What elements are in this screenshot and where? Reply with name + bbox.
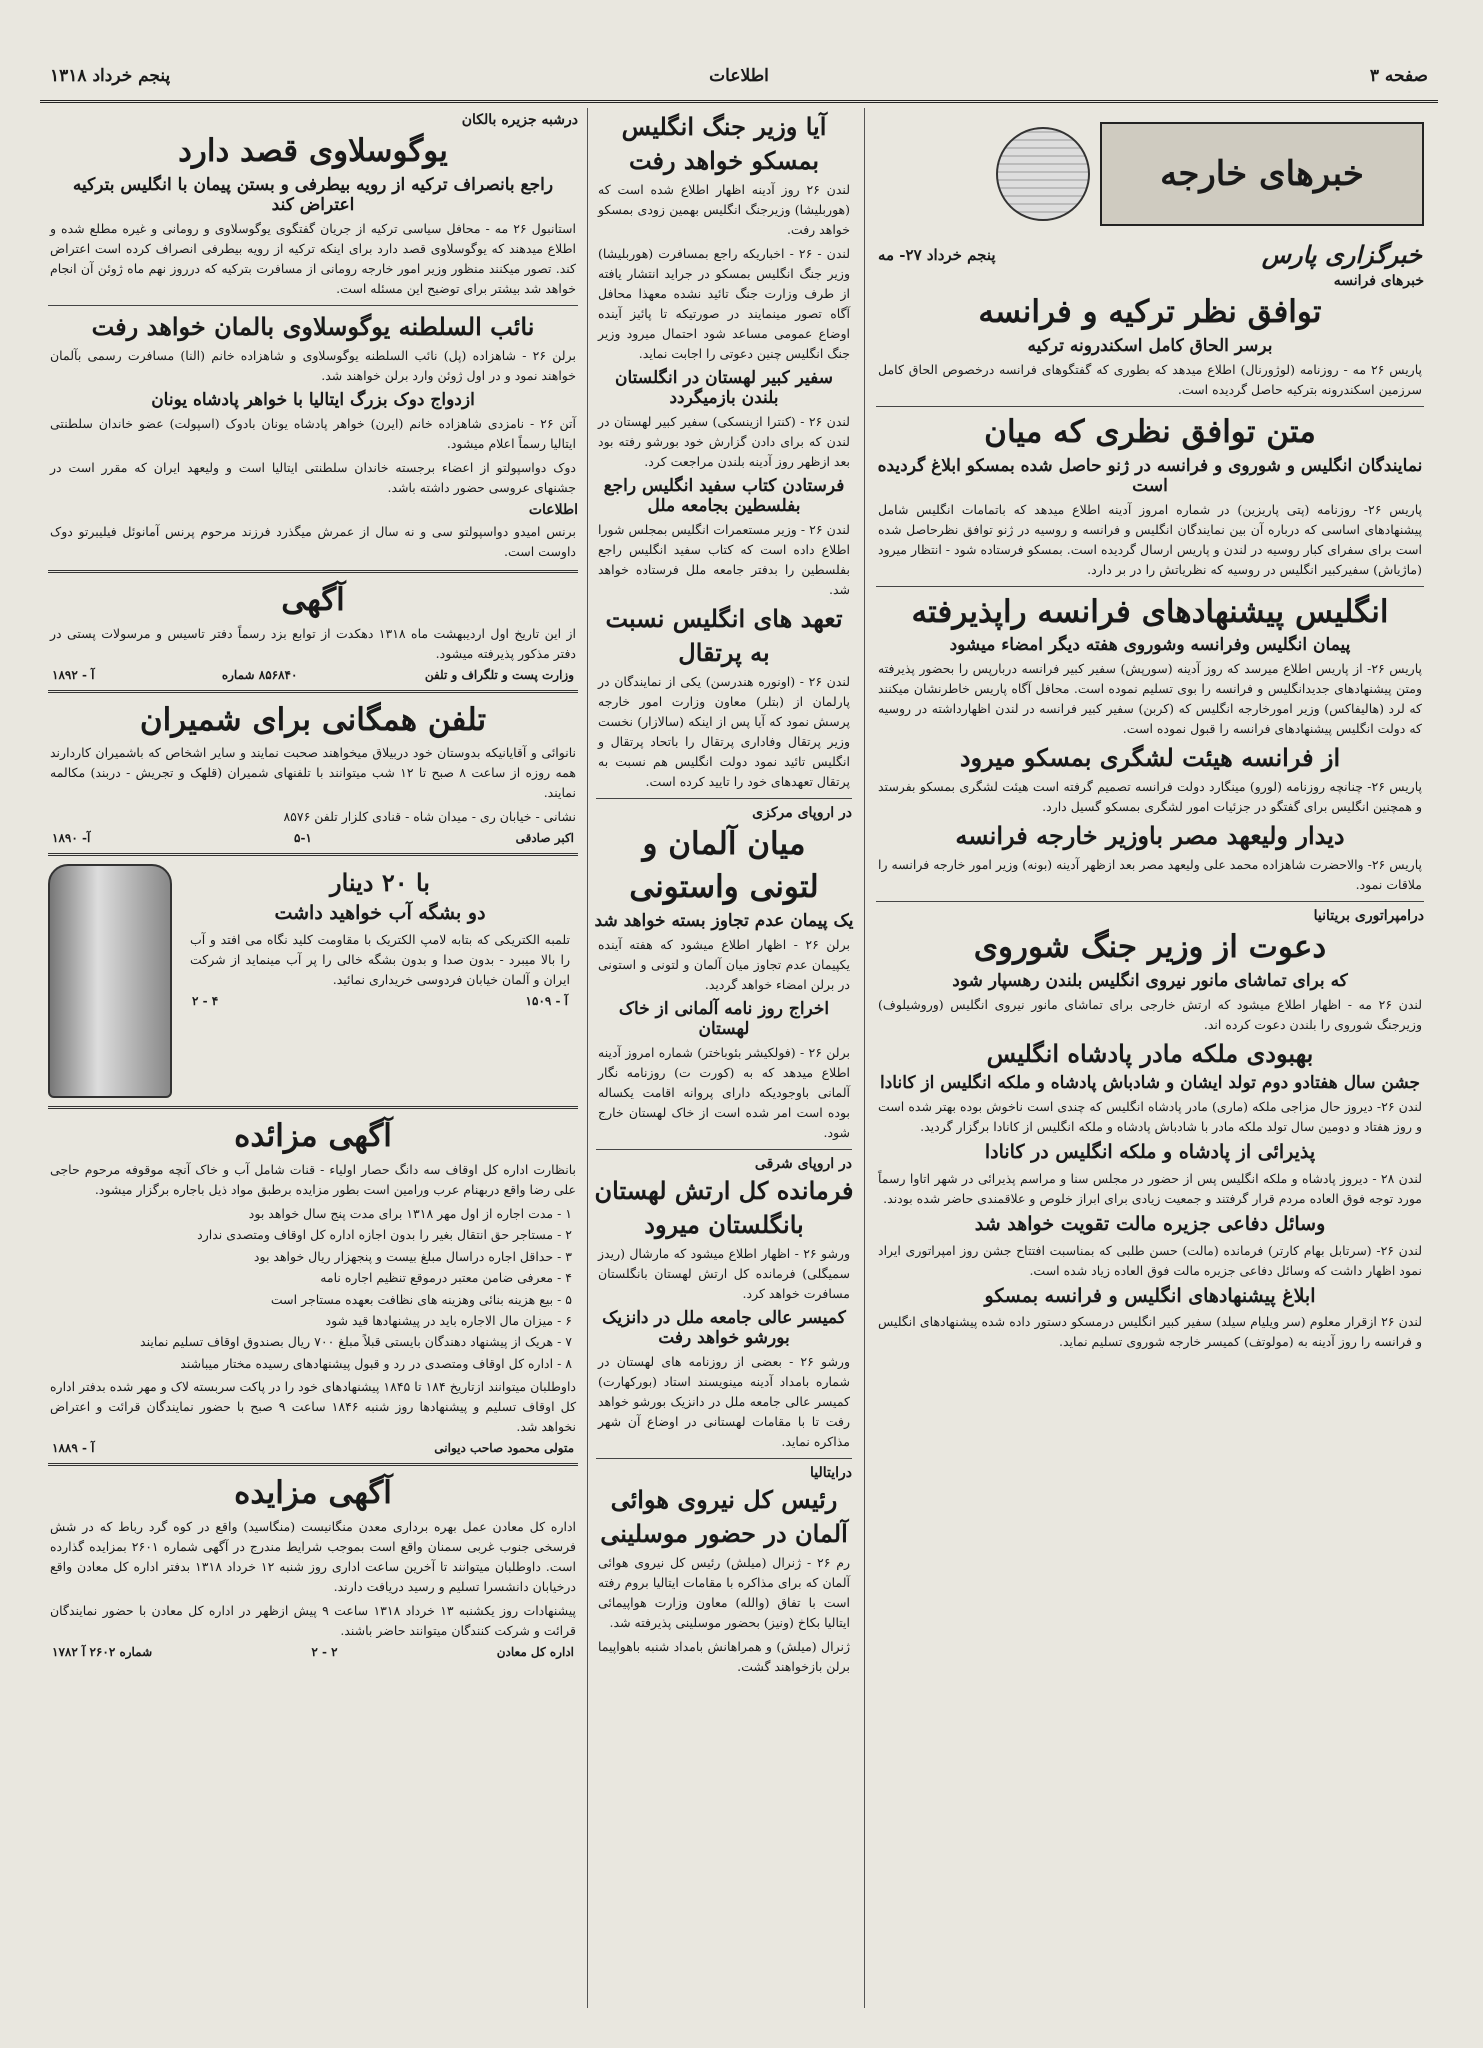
article-body: لندن ۲۶ ازقرار معلوم (سر ویلیام سیلد) سفیر کبیر انگلیس درمسکو دستور داده شده پیشنهادهای انگلیس و فرانسه را روز آدینه به (مولوتف) کمیسر خارجه شوروی تسلیم نماید. (878, 1314, 1422, 1350)
ad-footer (192, 994, 568, 1008)
section-label: خبرهای فرانسه (1333, 273, 1424, 289)
article-body: پاریس ۲۶- روزنامه (پتی پاریزین) در شماره امروز آدینه اطلاع میدهد که باتمامات انگلیس شامل پیشنهادهای اساسی که درباره آن بین نمایندگان انگلیس و فرانسه و روسیه در ژنو توافق نظرحاصل شده است برای سفرای کبار روسیه در لندن و پاریس ارسال گردیده است. بمسکو فرستاده شود - انتظار میرود (ماژیاش) سفیرکبیر انگلیس در روسیه که نظریاتش را در بر دارد. (878, 501, 1422, 577)
ad-number: ۴ - ۲ (192, 994, 219, 1008)
ad-sign: اکبر صادقی (515, 831, 574, 846)
foreign-news-banner: خبرهای خارجه (1100, 122, 1424, 226)
article-body: برلن ۲۶ - شاهزاده (پل) نائب السلطنه یوگوسلاوی و شاهزاده خانم (النا) مسافرت رسمی بآلمان خواهند نمود و در اول ژوئن وارد برلن خواهند شد. (50, 347, 576, 383)
auction-term: ۲ - مستاجر حق انتقال بغیر را بدون اجازه اداره کل اوقاف ومتصدی ندارد (197, 1227, 572, 1243)
divider (48, 1463, 578, 1466)
article-body: لندن ۲۸ - دیروز پادشاه و ملکه انگلیس پس از حضور در مجلس سنا و مراسم پذیرائی در شهر اتاوا رسماً مورد توجه فوق العاده مردم قرار گرفتند و جمعیت زیادی برای ابراز خلوص و علاقمندی حاضر شده بودند. (878, 1170, 1423, 1206)
ad-body: نانوائی و آقایانیکه بدوستان خود دربیلاق میخواهند صحبت نمایند و سایر اشخاص که باشمیران کاردارند همه روزه از ساعت ۸ صبح تا ۱۲ شب میتوانند با تلفنهای شمیران (قلهک و تجریش - دربند) مکالمه نمایند. (50, 745, 577, 801)
headline: تعهد های انگلیس نسبت (605, 604, 843, 633)
ad-sign: متولی محمود صاحب دیوانی (434, 1441, 574, 1455)
column-divider (864, 108, 865, 2008)
ad-body: اداره کل معادن عمل بهره برداری معدن منگانیست (منگاسید) واقع در کوه گرد رباط که در شش فرسخی جنوب غربی سمنان واقع است بموجب شرایط مندرج در آگهی شماره ۲۶۰۱ بمزایده گذارده است. داوطلبان میتوانند تا آخرین ساعت اداری روز شنبه ۱۲ خرداد ۱۳۱۸ بدفتر اداره کل معادن واقع درخیابان دانشسرا تسلیم و رسید دریافت دارند. (50, 1518, 576, 1594)
ad-body: تلمبه الکتریکی که بتابه لامپ الکتریک با مقاومت کلید نگاه می افتد و آب را بالا میبرد - بدون صدا و بدون بشگه خالی را پر آب مینماید از شرکت ایران و آلمان خیابان فردوسی خریداری نمائید. (190, 932, 570, 987)
agency-name: خبرگزاری پارس (1261, 240, 1422, 269)
article-body: پاریس ۲۶ مه - روزنامه (لوژورنال) اطلاع میدهد که بطوری که گفتگوهای فرانسه درخصوص الحاق کامل سرزمین اسکندرونه بترکیه حاصل گردیده است. (878, 361, 1422, 397)
headline: یوگوسلاوی قصد دارد (178, 133, 448, 169)
article-body: لندن ۲۶ - (کنترا ازینسکی) سفیر کبیر لهستان در لندن که برای دادن گزارش خود بورشو رفته بود بعد ازظهر روز آدینه بلندن مراجعت کرد. (598, 414, 850, 469)
divider (876, 586, 1424, 587)
ad-body: از این تاریخ اول اردیبهشت ماه ۱۳۱۸ دهکدت از توابع بزد رسماً دفتر تاسیس و مرسولات پستی در دفتر مذکور پذیرفته میشود. (50, 625, 576, 661)
headline: دعوت از وزیر جنگ شوروی (973, 929, 1327, 966)
ad-subtitle: دو بشگه آب خواهید داشت (274, 902, 486, 925)
left-news-ads-column (42, 108, 584, 2008)
ad-title: آگهی (281, 581, 345, 618)
article-body: دوک دواسپولتو از اعضاء برجسته خاندان سلطنتی ایتالیا است و ولیعهد ایران که مقرر است در جشنهای عروسی حضور داشته باشد. (50, 459, 576, 495)
headline: وسائل دفاعی جزیره مالت تقویت خواهد شد (974, 1212, 1326, 1235)
section-label: درامپراتوری بریتانیا (1313, 908, 1424, 925)
article-body: آتن ۲۶ - نامزدی شاهزاده خانم (ایرن) خواهر پادشاه یونان بادوک (اسپولت) عضو خاندان سلطنتی ایتالیا رسماً اعلام میشود. (50, 415, 576, 451)
agency-line (878, 240, 1422, 269)
section-label: در اروپای مرکزی (752, 805, 852, 821)
auction-term: ۸ - اداره کل اوقاف ومتصدی در رد و قبول پیشنهادهای رسیده مختار میباشند (180, 1355, 572, 1371)
article-body: ژنرال (میلش) و همراهانش بامداد شنبه باهواپیما برلن بازخواهند گشت. (598, 1638, 850, 1674)
article-body: لندن - ۲۶ - اخباریکه راجع بمسافرت (هوربلیشا) وزیر جنگ انگلیس بمسکو در جراید انتشار یافته از طرف وزارت جنگ تائید نشده معهذا محافل آگاه تصور مینمایند در صورتیکه تا پائیز آینده اوضاع عمومی مساعد شود احتمال میرود وزیر جنگ انگلیس چنین دعوتی را اجابت نماید. (598, 246, 851, 361)
divider (48, 853, 578, 856)
ad-title: تلفن همگانی برای شمیران (139, 701, 487, 738)
article-body: پاریس ۲۶- چنانچه روزنامه (لورو) مینگارد دولت فرانسه تصمیم گرفته است هیئت لشگری بمسکو بفرستد و همچنین انگلیس برای گفتگو در جزئیات امور لشگری بمسکو گسیل دارد. (878, 779, 1422, 815)
issue-date: پنجم خرداد ۱۳۱۸ (50, 66, 171, 86)
article-body: لندن ۲۶ مه - اظهار اطلاع میشود که ارتش خارجی برای تماشای مانور نیروی انگلیس (وروشیلوف) وزیرجنگ شوروی را بلندن دعوت کرده اند. (878, 997, 1423, 1032)
subheadline: برسر الحاق کامل اسکندرونه ترکیه (1027, 335, 1273, 356)
auction-term: ۷ - هریک از پیشنهاد دهندگان بایستی قبلاً مبلغ ۷۰۰ ریال بصندوق اوقاف تسلیم نمایند (140, 1334, 572, 1350)
headline: ابلاغ پیشنهادهای انگلیس و فرانسه بمسکو (984, 1284, 1316, 1307)
article-body: برلن ۲۶ - اظهار اطلاع میشود که هفته آینده یکپیمان عدم تجاوز میان آلمان و لتونی و استونی در برلن امضاء خواهد گردید. (598, 936, 850, 992)
article-body: ورشو ۲۶ - بعضی از روزنامه های لهستان در شماره بامداد آدینه مینویسند استاد (بورکهارت) کمیسر عالی جامعه ملل در دانزیک بورشو خواهد رفت تا با مقامات لهستانی در اوضاع آن شهر مذاکره نماید. (598, 1353, 850, 1449)
subheadline: سفیر کبیر لهستان در انگلستان بلندن بازمیگردد (615, 368, 833, 408)
article-body: لندن ۲۶ - وزیر مستعمرات انگلیس بمجلس شورا اطلاع داده است که کتاب سفید انگلیس راجع بفلسطین را بدفتر جامعه ملل فرستاده خواهد شد. (598, 522, 850, 597)
headline: آیا وزیر جنگ انگلیس (621, 112, 827, 141)
ettelaat-label: اطلاعات (528, 501, 578, 518)
auction-term: ۶ - میزان مال الاجاره باید در پیشنهادها قید شود (325, 1312, 572, 1328)
article-body: استانبول ۲۶ مه - محافل سیاسی ترکیه از جریان گفتگوی یوگوسلاوی و رومانی و غیره مطلع شده و اطلاع میدهند که یوگوسلاوی قصد دارد برای اینکه ترکیه از رویه بیطرفی انصراف کرده است اعتراض کند. تصور میکنند منظور وزیر امور خارجه رومانی از مسافرت بترکیه که درروز نهم ماه ژوئن آن انجام خواهد شد بیشتر برای توضیح این مسئله است. (50, 220, 576, 296)
headline-line2: بانگلستان میرود (644, 1209, 804, 1239)
article-body: برنس امیدو دواسپولتو سی و نه سال از عمرش میگذرد فرزند مرحوم پرنس آمانوئل فیلیبرتو دوک داوست است. (50, 523, 576, 559)
article-body: لندن ۲۶ روز آدینه اظهار اطلاع شده است که (هوربلیشا) وزیرجنگ انگلیس بهمین زودی بمسکو خواهد رفت. (598, 182, 850, 237)
ad-title: آگهی مزایده (234, 1475, 392, 1511)
ad-sign: وزارت پست و تلگراف و تلفن (424, 667, 574, 682)
ad-body: پیشنهادات روز یکشنبه ۱۳ خرداد ۱۳۱۸ ساعت ۹ پیش ازظهر در اداره کل معادن با حضور نمایندگان قرائت و شرکت کنندگان میتوانند حاضر باشند. (50, 1602, 576, 1638)
headline: نائب السلطنه یوگوسلاوی بالمان خواهد رفت (91, 311, 535, 341)
article-body: لندن ۲۶ - (اونوره هندرسن) یکی از نمایندگان در پارلمان از (بتلر) معاون وزارت امور خارجه پرسش نمود که آیا پس از اینکه (سالازار) نخست وزیر پرتقال وفاداری پرتقال را باتحاد پرتقال و انگلیس تائید نمود دولت انگلیس هم نسبت به پرتقال تعهدهای خود را تایید کرده است. (598, 674, 851, 789)
headline: رئیس کل نیروی هوائی (610, 1484, 838, 1514)
ad-title: آگهی مزائده (234, 1118, 392, 1155)
divider (48, 690, 578, 693)
ad-ref: آ - ۱۸۸۹ (52, 1441, 95, 1455)
subheadline: که برای تماشای مانور نیروی انگلیس بلندن رهسپار شود (952, 971, 1348, 991)
subheadline: فرستادن کتاب سفید انگلیس راجع بفلسطین بجامعه ملل (603, 476, 845, 516)
headline-line2: لتونی واستونی (629, 868, 819, 905)
ad-number: ۲ - ۲ (311, 1644, 338, 1659)
page-number: صفحه ۳ (1369, 66, 1428, 86)
ad-ref: آ - ۱۸۹۲ (52, 667, 95, 682)
divider (596, 1149, 852, 1150)
ad-footer (52, 668, 574, 682)
subheadline: راجع بانصراف ترکیه از رویه بیطرفی و بستن پیمان با انگلیس بترکیه اعتراض کند (72, 174, 554, 215)
ad-number: ۸۵۶۸۴۰ شماره (221, 667, 298, 682)
headline: از فرانسه هیئت لشگری بمسکو میرود (959, 743, 1341, 773)
ad-ref: آ - ۱۵۰۹ (525, 994, 568, 1008)
subheadline: یک پیمان عدم تجاوز بسته خواهد شد (594, 910, 854, 931)
headline: پذیرائی از پادشاه و ملکه انگلیس در کانادا (984, 1141, 1316, 1163)
section-label: در اروپای شرقی (754, 1155, 852, 1172)
foreign-news-column (870, 108, 1430, 2008)
article-body: رم ۲۶ - ژنرال (میلش) رئیس کل نیروی هوائی آلمان که برای مذاکره با مقامات ایتالیا بروم رفته است با تفاق (والله) معاون وزارت هواپیمائی ایتالیا بکاخ (ونیز) بحضور موسلینی پذیرفته شد. (598, 1554, 850, 1630)
headline: متن توافق نظری که میان (984, 413, 1316, 450)
subheadline: اخراج روز نامه آلمانی از خاک لهستان (618, 998, 830, 1039)
article-body: برلن ۲۶ - (فولکیشر بئوباختر) شماره امروز آدینه اطلاع میدهد که به (کورت ت) روزنامه نگار آلمانی باوجودیکه دارای پروانه اقامت یکساله بوده است امر شده است از خاک لهستان خارج شود. (598, 1044, 850, 1140)
divider (596, 798, 852, 799)
ad-footer (52, 831, 574, 845)
article-body: لندن ۲۶- دیروز حال مزاجی ملکه (ماری) مادر پادشاه انگلیس که چندی است ناخوش بوده بهتر شده است و روز هفتاد و دومین سال تولد ملکه مادر با شادباش پادشاه و ملکه انگلیس از کانادا برگزار گردید. (878, 1099, 1422, 1134)
headline: توافق نظر ترکیه و فرانسه (978, 294, 1322, 330)
ad-footer (52, 1645, 574, 1659)
subheadline: ازدواج دوک بزرگ ایتالیا با خواهر پادشاه یونان (151, 389, 475, 410)
divider (48, 570, 578, 573)
headline: میان آلمان و (642, 826, 806, 862)
ad-footer (52, 1441, 574, 1455)
section-flag (876, 114, 1424, 234)
headline-line2: آلمان در حضور موسلینی (600, 1518, 848, 1548)
article-body: لندن ۲۶- (سرتابل بهام کارتر) فرمانده (مالت) حسن طلبی که بمناسبت افتتاح جشن روز امپراتوری ایراد نمود اظهار داشت که وسائل دفاعی جزیره مالت فوق العاده زیاد شده است. (878, 1242, 1422, 1278)
paper-name: اطلاعات (709, 66, 769, 86)
divider (48, 305, 578, 306)
headline: دیدار ولیعهد مصر باوزیر خارجه فرانسه (955, 821, 1345, 851)
divider (876, 901, 1424, 902)
globe-icon (996, 127, 1090, 221)
headline-line2: بمسکو خواهد رفت (628, 146, 820, 175)
auction-term: ۴ - معرفی ضامن معتبر درموقع تنظیم اجاره نامه (320, 1270, 572, 1286)
ad-ref: شماره ۲۶۰۲ آ ۱۷۸۲ (52, 1644, 153, 1659)
agency-date: پنجم خرداد ۲۷- مه (878, 245, 996, 264)
auction-term: ۳ - حداقل اجاره دراسال مبلغ بیست و پنجهزار ریال خواهد بود (253, 1248, 572, 1264)
subheadline: نمایندگان انگلیس و شوروی و فرانسه در ژنو حاصل شده بمسکو ابلاغ گردیده است (877, 455, 1423, 496)
article-body: پاریس ۲۶- والاحضرت شاهزاده محمد علی ولیعهد مصر بعد ازظهر آدینه (بونه) وزیر امور خارجه فرانسه را ملاقات نمود. (878, 857, 1422, 893)
headline-line2: به پرتقال (678, 638, 770, 667)
section-label: درایتالیا (809, 1464, 852, 1481)
auction-term: ۵ - بیع هزینه بنائی وهزینه های نظافت بعهده مستاجر است (270, 1291, 572, 1307)
middle-news-column (590, 108, 858, 2008)
ad-body: بانظارت اداره کل اوقاف سه دانگ حصار اولیاء - قنات شامل آب و خاک آنچه موقوفه مرحوم حاجی علی رضا واقع دربهنام عرب ورامین است بطور مزایده برطبق مواد ذیل باجاره برگزار میشود. (50, 1162, 576, 1197)
article-body: ورشو ۲۶ - اظهار اطلاع میشود که مارشال (ریدز سمیگلی) فرمانده کل ارتش لهستان بانگلستان مسافرت خواهد کرد. (598, 1245, 850, 1301)
water-pump-illustration (48, 864, 172, 1098)
masthead (40, 60, 1438, 103)
water-pump-ad (48, 864, 578, 1098)
ad-number: ۵-۱ (294, 831, 312, 846)
ad-body: داوطلبان میتوانند ازتاریخ ۱۸۴ تا ۱۸۴۵ پیشنهادهای خود را در پاکت سربسته لاک و مهر شده بدفتر اداره کل اوقاف تسلیم و پیشنهادها روز شنبه ۱۸۴۶ ساعت ۹ صبح با حضور نمایندگان قرائت و اعتراض نخواهد شد. (50, 1379, 577, 1434)
subheadline: پیمان انگلیس وفرانسه وشوروی هفته دیگر امضاء میشود (949, 635, 1351, 656)
headline: فرمانده کل ارتش لهستان (594, 1175, 854, 1205)
ad-title: با ۲۰ دینار (329, 868, 430, 898)
headline: بهبودی ملکه مادر پادشاه انگلیس (986, 1039, 1314, 1068)
divider (596, 1458, 852, 1459)
section-label: درشبه جزیره بالکان (461, 112, 578, 128)
article-body: پاریس ۲۶- از پاریس اطلاع میرسد که روز آدینه (سورپش) سفیر کبیر فرانسه دربارپس را بحضور پذیرفته ومتن پیشنهادهای جدیدانگلیس و فرانسه را بوی تسلیم نموده است. محافل آگاه پاریس خاطرنشان میکنند که لرد (هالیفاکس) وزیر امورخارجه انگلیس که (کربن) سفیر کبیر فرانسه در لندن اظهارداشته در روسیه که دولت انگلیس پیشنهادهای فرانسه را قبول نموده است. (878, 661, 1422, 737)
subheadline: جشن سال هفتادو دوم تولد ایشان و شادباش پادشاه و ملکه انگلیس از کانادا (880, 1073, 1420, 1093)
divider (48, 1106, 578, 1109)
ad-address: نشانی - خیابان ری - میدان شاه - قنادی کلزار تلفن ۸۵۷۶ (283, 809, 576, 825)
ad-sign: اداره کل معادن (496, 1644, 574, 1659)
divider (876, 406, 1424, 407)
column-divider (587, 108, 588, 2008)
auction-term: ۱ - مدت اجاره از اول مهر ۱۳۱۸ برای مدت پنج سال خواهد بود (248, 1206, 572, 1221)
subheadline: کمیسر عالی جامعه ملل در دانزیک بورشو خواهد رفت (602, 1307, 846, 1348)
ad-ref: آ- ۱۸۹۰ (52, 831, 91, 846)
headline: انگلیس پیشنهادهای فرانسه راپذیرفته (911, 593, 1389, 630)
